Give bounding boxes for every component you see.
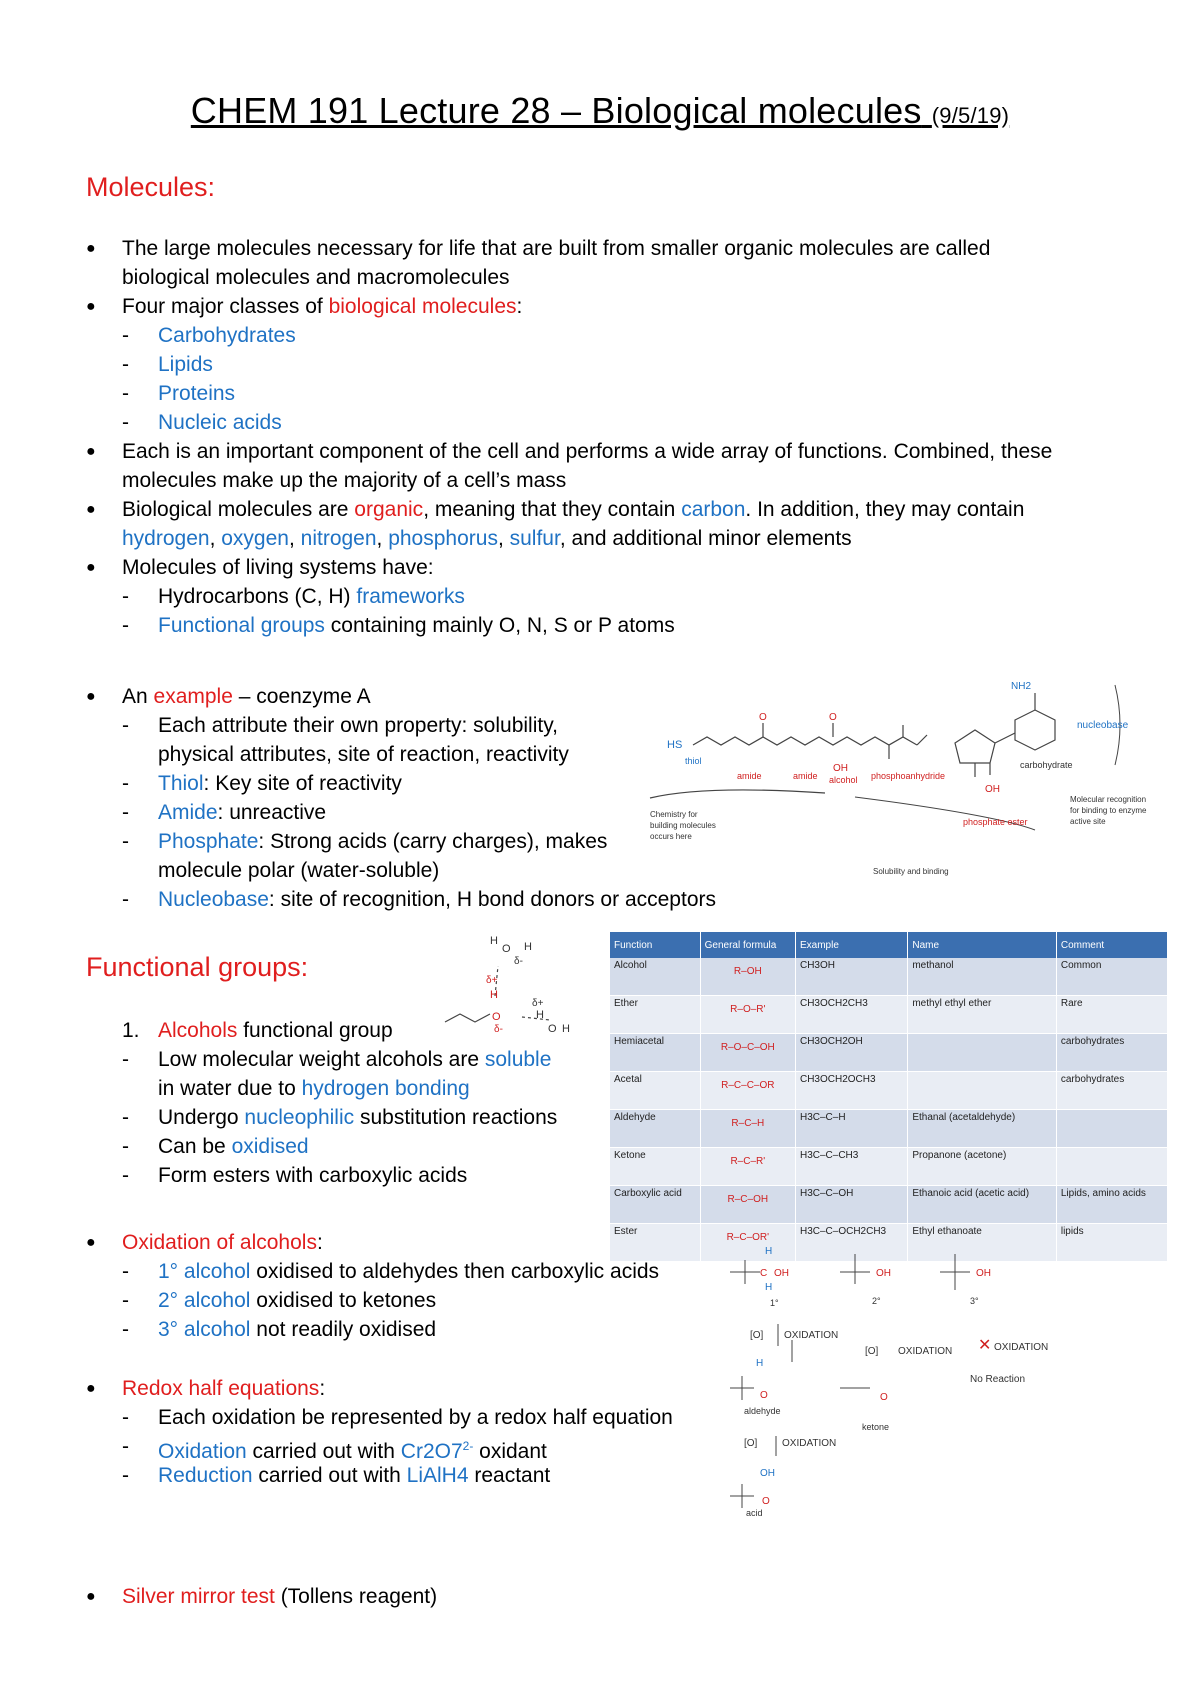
bullet-text: biological molecules and macromolecules (122, 266, 510, 289)
table-row: Aldehyde R–C–H H3C–C–H Ethanal (acetaldehyde) (610, 1110, 1168, 1148)
no-reaction-label: No Reaction (970, 1374, 1026, 1385)
table-row: Ester R–C–OR' H3C–C–OCH2CH3 Ethyl ethanoate lipids (610, 1224, 1168, 1262)
sub-item-lipids: - Lipids (122, 353, 213, 376)
thiol-label: thiol (685, 756, 702, 766)
numbered-item: 1. Alcohols functional group (122, 1019, 393, 1042)
sub-item: - Undergo nucleophilic substitution reactions (122, 1106, 558, 1129)
h-label: H (490, 935, 498, 947)
h-label: H (765, 1282, 773, 1293)
oxidation-label: OXIDATION (994, 1342, 1049, 1353)
o-label: O (548, 1023, 557, 1035)
bullet-item: ● Biological molecules are organic, meaning that they contain carbon. In addition, they may contain (86, 498, 1025, 521)
recognition-note: Molecular recognition (1070, 795, 1147, 804)
sub-item: - Can be oxidised (122, 1135, 309, 1158)
sub-item: - 1° alcohol oxidised to aldehydes then carboxylic acids (122, 1260, 660, 1283)
hs-label: HS (667, 739, 683, 751)
sub-item-carbohydrates: - Carbohydrates (122, 324, 296, 347)
oxidant-label: [O] (744, 1438, 758, 1449)
oh-label: OH (985, 784, 1000, 795)
sub-item-continuation: physical attributes, site of reaction, reactivity (158, 743, 569, 766)
chem-note: occurs here (650, 832, 692, 841)
bullet-item: ● Molecules of living systems have: (86, 556, 434, 579)
table-header: Function (610, 932, 700, 958)
coenzyme-a-diagram (645, 665, 1175, 880)
o-label: O (502, 943, 511, 955)
delta-plus-label: δ+ (486, 975, 498, 986)
table-row: Acetal R–C–C–OR CH3OCH2OCH3 carbohydrates (610, 1072, 1168, 1110)
acid-label: acid (746, 1508, 763, 1518)
sub-item: - Each attribute their own property: solubility, (122, 714, 558, 737)
oxidation-label: OXIDATION (782, 1438, 837, 1449)
sub-item: - Oxidation carried out with $Cr2O7^{2-}$ oxidant (122, 1435, 547, 1463)
sub-item: - Reduction carried out with LiAlH4 reactant (122, 1464, 551, 1487)
carbohydrate-label: carbohydrate (1020, 760, 1073, 770)
amide-label: amide (793, 771, 818, 781)
functional-groups-list (0, 1016, 600, 1190)
sub-item: - Amide: unreactive (122, 801, 327, 824)
recognition-note: for binding to enzyme (1070, 806, 1147, 815)
redox-list (0, 1374, 720, 1490)
bullet-continuation (0, 263, 1200, 292)
oh-label: OH (833, 763, 848, 774)
table-row: Ether R–O–R' CH3OCH2CH3 methyl ethyl ether Rare (610, 996, 1168, 1034)
o-label: O (759, 712, 767, 723)
o-label: O (492, 1011, 501, 1023)
sub-item: - Hydrocarbons (C, H) frameworks (122, 585, 465, 608)
sub-item-nucleic-acids: - Nucleic acids (122, 411, 282, 434)
c-label: C (760, 1268, 768, 1279)
bullet-continuation: molecules make up the majority of a cell’s mass (122, 469, 567, 492)
sub-item: - Low molecular weight alcohols are soluble (122, 1048, 552, 1071)
primary-label: 1° (770, 1298, 779, 1308)
secondary-label: 2° (872, 1296, 881, 1306)
o-label: O (880, 1392, 888, 1403)
o-label: O (829, 712, 837, 723)
delta-plus-label: δ+ (532, 998, 544, 1009)
sub-item: - Phosphate: Strong acids (carry charges), makes (122, 830, 608, 853)
table-row: Carboxylic acid R–C–OH H3C–C–OH Ethanoic acid (acetic acid) Lipids, amino acids (610, 1186, 1168, 1224)
table-header: Example (795, 932, 907, 958)
h-label: H (536, 1009, 544, 1021)
table-row: Hemiacetal R–O–C–OH CH3OCH2OH carbohydrates (610, 1034, 1168, 1072)
oh-label: OH (976, 1268, 991, 1279)
chem-note: Chemistry for (650, 810, 698, 819)
oxidation-label: OXIDATION (898, 1346, 953, 1357)
alcohol-label: alcohol (829, 775, 858, 785)
oxidant-label: [O] (865, 1346, 879, 1357)
h-label: H (562, 1023, 570, 1035)
oh-label: OH (774, 1268, 789, 1279)
o-label: O (760, 1390, 768, 1401)
amide-label: amide (737, 771, 762, 781)
oxidation-diagram (720, 1240, 1100, 1520)
page-title (0, 90, 1200, 132)
sub-item: - Functional groups containing mainly O, N, S or P atoms (122, 614, 675, 637)
ketone-label: ketone (862, 1422, 890, 1432)
oxidation-label: OXIDATION (784, 1330, 839, 1341)
aldehyde-label: aldehyde (744, 1406, 781, 1416)
bullet-item: ● Four major classes of biological molecules: (86, 295, 523, 318)
table-header: Comment (1056, 932, 1167, 958)
chem-note: building molecules (650, 821, 716, 830)
no-reaction-cross-icon: ✕ (978, 1337, 992, 1354)
table-header: Name (908, 932, 1057, 958)
sub-item: - Nucleobase: site of recognition, H bond donors or acceptors (122, 888, 716, 911)
h-label: H (490, 989, 498, 1001)
delta-minus-label: δ- (494, 1024, 503, 1035)
table-row: Ketone R–C–R' H3C–C–CH3 Propanone (acetone) (610, 1148, 1168, 1186)
bullet-item: ● Each is an important component of the cell and performs a wide array of functions. Combined, these (86, 440, 1053, 463)
nucleobase-label: nucleobase (1077, 720, 1129, 731)
bullet-item: ● Oxidation of alcohols: (86, 1231, 323, 1254)
h-label: H (756, 1358, 764, 1369)
nh2-label: NH2 (1011, 681, 1032, 692)
functional-groups-table (610, 932, 1168, 1262)
bullet-item: ● The large molecules necessary for life that are built from smaller organic molecules are called (0, 234, 1200, 263)
oh-label: OH (760, 1468, 775, 1479)
sub-item: - Thiol: Key site of reactivity (122, 772, 402, 795)
sub-item: - Form esters with carboxylic acids (122, 1164, 468, 1187)
table-header-row (610, 932, 1168, 958)
bullet-text: The large molecules necessary for life that are built from smaller organic molecules are called (122, 237, 991, 260)
tertiary-label: 3° (970, 1296, 979, 1306)
sub-item: - 3° alcohol not readily oxidised (122, 1318, 437, 1341)
table-row: Alcohol R–OH CH3OH methanol Common (610, 958, 1168, 996)
bullet-item: ● Silver mirror test (Tollens reagent) (86, 1585, 438, 1608)
sub-item-continuation: molecule polar (water-soluble) (158, 859, 440, 882)
table-header: General formula (700, 932, 795, 958)
sub-item: - Each oxidation be represented by a redox half equation (122, 1406, 673, 1429)
functional-groups-heading: Functional groups: (86, 952, 309, 982)
molecules-heading: Molecules: (86, 172, 216, 202)
oh-label: OH (876, 1268, 891, 1279)
bullet-item: ● Redox half equations: (86, 1377, 326, 1400)
sub-item-continuation: in water due to hydrogen bonding (158, 1077, 470, 1100)
molecules-list (0, 234, 1200, 640)
oxidant-label: [O] (750, 1330, 764, 1341)
sub-item: - 2° alcohol oxidised to ketones (122, 1289, 437, 1312)
phosphoanhydride-label: phosphoanhydride (871, 771, 946, 781)
delta-minus-label: δ- (514, 956, 523, 967)
bullet-item: ● An example – coenzyme A (86, 685, 371, 708)
recognition-note: active site (1070, 817, 1106, 826)
oxidation-list (0, 1228, 720, 1344)
sub-item-proteins: - Proteins (122, 382, 236, 405)
title-date: (9/5/19) (931, 103, 1010, 128)
o-label: O (762, 1496, 770, 1507)
solubility-note: Solubility and binding (873, 867, 949, 876)
silver-mirror-list (0, 1582, 720, 1611)
title-text: CHEM 191 Lecture 28 – Biological molecules (190, 90, 922, 131)
h-label: H (765, 1246, 773, 1257)
phosphate-ester-label: phosphate ester (963, 817, 1028, 827)
h-label: H (524, 941, 532, 953)
bullet-continuation: hydrogen, oxygen, nitrogen, phosphorus, sulfur, and additional minor elements (122, 527, 852, 550)
